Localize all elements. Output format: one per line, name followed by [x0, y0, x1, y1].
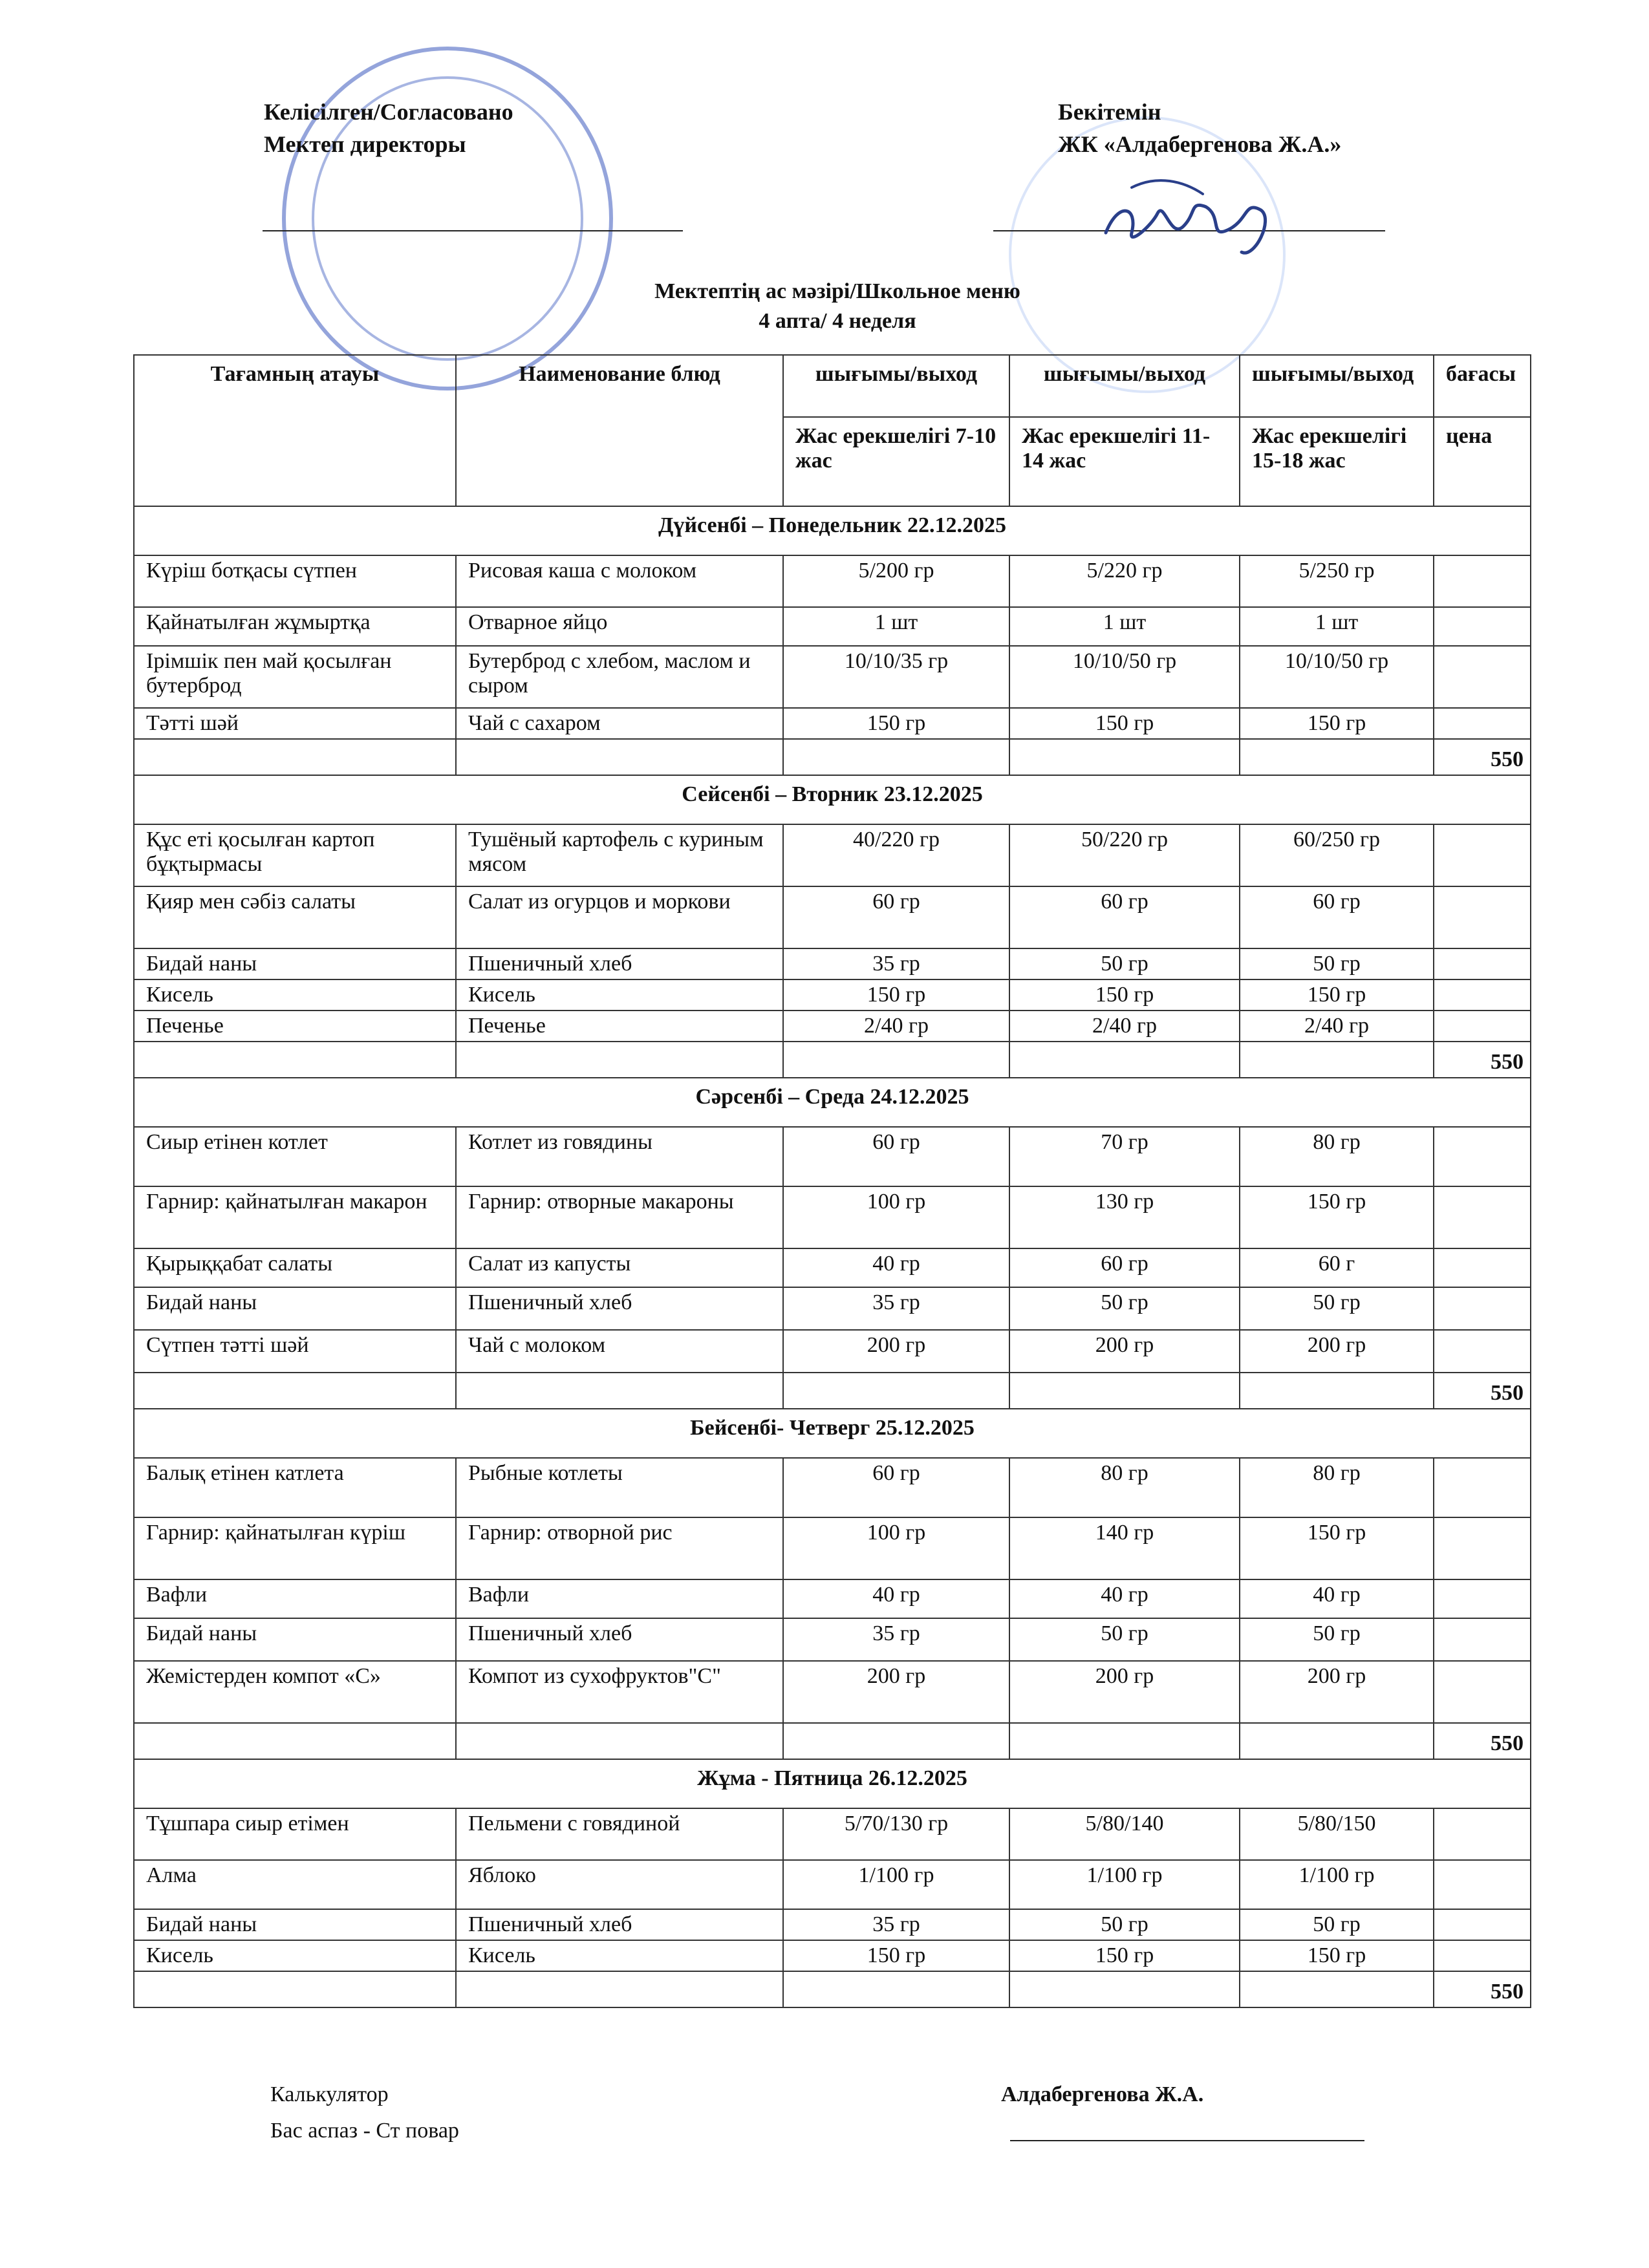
header-dish-ru: Наименование блюд — [456, 355, 783, 506]
cell-dish-kz: Кисель — [134, 1940, 456, 1971]
day-price: 550 — [1434, 1971, 1531, 2007]
cell-yield-11-14: 40 гр — [1009, 1579, 1240, 1618]
cell-yield-7-10: 2/40 гр — [783, 1011, 1009, 1042]
cell-dish-ru: Отварное яйцо — [456, 607, 783, 646]
table-row — [134, 1186, 1531, 1248]
cell-yield-15-18: 50 гр — [1240, 948, 1434, 979]
cell-yield-7-10: 5/70/130 гр — [783, 1808, 1009, 1860]
cell-dish-ru: Яблоко — [456, 1860, 783, 1909]
cell-dish-ru: Чай с молоком — [456, 1330, 783, 1373]
cell-price-empty — [1434, 979, 1531, 1011]
cell-yield-7-10: 150 гр — [783, 1940, 1009, 1971]
table-row — [134, 1330, 1531, 1373]
cell-yield-7-10: 100 гр — [783, 1186, 1009, 1248]
cell-yield-11-14: 80 гр — [1009, 1458, 1240, 1517]
cell-yield-11-14: 60 гр — [1009, 886, 1240, 948]
cell-dish-kz: Кисель — [134, 979, 456, 1011]
day-title: Бейсенбі- Четверг 25.12.2025 — [134, 1409, 1531, 1458]
cell-yield-15-18: 80 гр — [1240, 1458, 1434, 1517]
table-row — [134, 979, 1531, 1011]
cell-dish-ru: Гарнир: отворные макароны — [456, 1186, 783, 1248]
subheader-price-ru: цена — [1434, 417, 1531, 506]
cell-yield-15-18: 50 гр — [1240, 1909, 1434, 1940]
day-title: Дүйсенбі – Понедельник 22.12.2025 — [134, 506, 1531, 555]
table-row — [134, 824, 1531, 886]
cell-dish-kz: Күріш ботқасы сүтпен — [134, 555, 456, 607]
cell-dish-ru: Рыбные котлеты — [456, 1458, 783, 1517]
cell-yield-11-14: 5/220 гр — [1009, 555, 1240, 607]
cell-yield-7-10: 150 гр — [783, 708, 1009, 739]
table-row — [134, 1860, 1531, 1909]
table-row — [134, 1248, 1531, 1287]
table-row — [134, 607, 1531, 646]
price-row-empty-cell — [456, 739, 783, 775]
cell-yield-7-10: 40/220 гр — [783, 824, 1009, 886]
cell-dish-kz: Печенье — [134, 1011, 456, 1042]
price-row-empty-cell — [134, 1971, 456, 2007]
calculator-name: Алдабергенова Ж.А. — [1001, 2082, 1204, 2106]
cell-yield-15-18: 1/100 гр — [1240, 1860, 1434, 1909]
price-row-empty-cell — [783, 739, 1009, 775]
cell-yield-11-14: 1/100 гр — [1009, 1860, 1240, 1909]
cell-yield-7-10: 5/200 гр — [783, 555, 1009, 607]
cell-price-empty — [1434, 1287, 1531, 1330]
cell-yield-7-10: 40 гр — [783, 1579, 1009, 1618]
cell-dish-kz: Ірімшік пен май қосылған бутерброд — [134, 646, 456, 708]
cell-yield-15-18: 1 шт — [1240, 607, 1434, 646]
price-row-empty-cell — [1009, 1042, 1240, 1078]
day-row — [134, 775, 1531, 824]
cell-yield-11-14: 50 гр — [1009, 1618, 1240, 1661]
cell-dish-kz: Бидай наны — [134, 948, 456, 979]
day-price: 550 — [1434, 1042, 1531, 1078]
price-row-empty-cell — [783, 1373, 1009, 1409]
cell-dish-ru: Рисовая каша с молоком — [456, 555, 783, 607]
cell-price-empty — [1434, 1517, 1531, 1579]
day-row — [134, 1409, 1531, 1458]
approved-label: Бекітемін — [1058, 99, 1161, 125]
cell-dish-kz: Сүтпен тәтті шәй — [134, 1330, 456, 1373]
cell-yield-15-18: 2/40 гр — [1240, 1011, 1434, 1042]
cell-dish-ru: Компот из сухофруктов"С" — [456, 1661, 783, 1723]
cell-price-empty — [1434, 1909, 1531, 1940]
cell-yield-11-14: 150 гр — [1009, 1940, 1240, 1971]
cell-yield-11-14: 70 гр — [1009, 1127, 1240, 1186]
cell-yield-15-18: 40 гр — [1240, 1579, 1434, 1618]
price-row — [134, 739, 1531, 775]
cell-yield-15-18: 150 гр — [1240, 1517, 1434, 1579]
cell-yield-7-10: 35 гр — [783, 1618, 1009, 1661]
cell-dish-kz: Балық етінен катлета — [134, 1458, 456, 1517]
cell-yield-15-18: 5/80/150 — [1240, 1808, 1434, 1860]
price-row-empty-cell — [1009, 1971, 1240, 2007]
director-label: Мектеп директоры — [264, 131, 466, 157]
cell-yield-7-10: 100 гр — [783, 1517, 1009, 1579]
cell-yield-11-14: 150 гр — [1009, 979, 1240, 1011]
cell-price-empty — [1434, 646, 1531, 708]
day-row — [134, 506, 1531, 555]
cell-yield-11-14: 60 гр — [1009, 1248, 1240, 1287]
cell-yield-7-10: 150 гр — [783, 979, 1009, 1011]
cell-price-empty — [1434, 555, 1531, 607]
table-row — [134, 1909, 1531, 1940]
cell-dish-ru: Вафли — [456, 1579, 783, 1618]
price-row-empty-cell — [1009, 1373, 1240, 1409]
cell-dish-ru: Пшеничный хлеб — [456, 1618, 783, 1661]
table-row — [134, 948, 1531, 979]
cell-dish-ru: Печенье — [456, 1011, 783, 1042]
day-price: 550 — [1434, 1723, 1531, 1759]
cell-dish-ru: Кисель — [456, 1940, 783, 1971]
cell-dish-kz: Гарнир: қайнатылған күріш — [134, 1517, 456, 1579]
day-price: 550 — [1434, 1373, 1531, 1409]
table-row — [134, 1808, 1531, 1860]
cell-price-empty — [1434, 1860, 1531, 1909]
cell-dish-ru: Пшеничный хлеб — [456, 1909, 783, 1940]
cell-yield-11-14: 5/80/140 — [1009, 1808, 1240, 1860]
table-row — [134, 646, 1531, 708]
cell-yield-15-18: 60/250 гр — [1240, 824, 1434, 886]
cell-yield-11-14: 50 гр — [1009, 1909, 1240, 1940]
cell-yield-7-10: 35 гр — [783, 1909, 1009, 1940]
handwritten-signature — [1093, 162, 1287, 265]
cell-yield-15-18: 150 гр — [1240, 1940, 1434, 1971]
price-row-empty-cell — [456, 1723, 783, 1759]
cell-price-empty — [1434, 1458, 1531, 1517]
cell-yield-11-14: 150 гр — [1009, 708, 1240, 739]
document-title — [0, 277, 1649, 336]
cell-yield-11-14: 140 гр — [1009, 1517, 1240, 1579]
cell-price-empty — [1434, 1186, 1531, 1248]
cell-yield-11-14: 200 гр — [1009, 1661, 1240, 1723]
price-row-empty-cell — [1240, 1971, 1434, 2007]
cell-yield-11-14: 130 гр — [1009, 1186, 1240, 1248]
price-row-empty-cell — [1240, 1723, 1434, 1759]
cell-dish-kz: Қияр мен сәбіз салаты — [134, 886, 456, 948]
cell-dish-kz: Құс еті қосылған картоп бұқтырмасы — [134, 824, 456, 886]
cell-price-empty — [1434, 1661, 1531, 1723]
subheader-age-15-18: Жас ерекшелігі 15-18 жас — [1240, 417, 1434, 506]
cell-price-empty — [1434, 886, 1531, 948]
header-yield-1: шығымы/выход — [783, 355, 1009, 417]
cell-dish-kz: Вафли — [134, 1579, 456, 1618]
cell-yield-15-18: 5/250 гр — [1240, 555, 1434, 607]
price-row-empty-cell — [456, 1042, 783, 1078]
chef-signature-line — [1010, 2140, 1364, 2141]
table-row — [134, 1579, 1531, 1618]
cell-dish-kz: Тұшпара сиыр етімен — [134, 1808, 456, 1860]
table-row — [134, 1287, 1531, 1330]
agreed-label: Келісілген/Согласовано — [264, 99, 513, 125]
price-row-empty-cell — [1240, 1042, 1434, 1078]
cell-yield-7-10: 60 гр — [783, 886, 1009, 948]
cell-yield-15-18: 10/10/50 гр — [1240, 646, 1434, 708]
day-row — [134, 1759, 1531, 1808]
header-dish-kz: Тағамның атауы — [134, 355, 456, 506]
table-row — [134, 708, 1531, 739]
cell-dish-ru: Пшеничный хлеб — [456, 1287, 783, 1330]
cell-dish-ru: Тушёный картофель с куриным мясом — [456, 824, 783, 886]
price-row — [134, 1373, 1531, 1409]
price-row-empty-cell — [783, 1042, 1009, 1078]
cell-dish-kz: Тәтті шәй — [134, 708, 456, 739]
price-row-empty-cell — [134, 1373, 456, 1409]
cell-yield-15-18: 150 гр — [1240, 979, 1434, 1011]
cell-yield-11-14: 2/40 гр — [1009, 1011, 1240, 1042]
day-row — [134, 1078, 1531, 1127]
cell-yield-7-10: 35 гр — [783, 948, 1009, 979]
cell-yield-11-14: 1 шт — [1009, 607, 1240, 646]
cell-price-empty — [1434, 1330, 1531, 1373]
price-row-empty-cell — [456, 1373, 783, 1409]
cell-yield-15-18: 80 гр — [1240, 1127, 1434, 1186]
table-row — [134, 555, 1531, 607]
table-row — [134, 1618, 1531, 1661]
price-row-empty-cell — [134, 1723, 456, 1759]
cell-price-empty — [1434, 1940, 1531, 1971]
table-row — [134, 1458, 1531, 1517]
price-row-empty-cell — [456, 1971, 783, 2007]
price-row — [134, 1042, 1531, 1078]
cell-dish-ru: Салат из капусты — [456, 1248, 783, 1287]
cell-price-empty — [1434, 1248, 1531, 1287]
cell-price-empty — [1434, 1579, 1531, 1618]
cell-dish-ru: Пшеничный хлеб — [456, 948, 783, 979]
cell-yield-11-14: 50 гр — [1009, 1287, 1240, 1330]
cell-dish-ru: Гарнир: отворной рис — [456, 1517, 783, 1579]
calculator-label: Калькулятор — [270, 2082, 389, 2106]
price-row — [134, 1723, 1531, 1759]
cell-price-empty — [1434, 607, 1531, 646]
cell-yield-15-18: 150 гр — [1240, 1186, 1434, 1248]
cell-dish-ru: Салат из огурцов и моркови — [456, 886, 783, 948]
cell-price-empty — [1434, 1808, 1531, 1860]
cell-dish-kz: Алма — [134, 1860, 456, 1909]
cell-yield-7-10: 40 гр — [783, 1248, 1009, 1287]
price-row-empty-cell — [783, 1723, 1009, 1759]
cell-dish-ru: Пельмени с говядиной — [456, 1808, 783, 1860]
title-line-2: 4 апта/ 4 неделя — [759, 309, 916, 333]
cell-yield-7-10: 1/100 гр — [783, 1860, 1009, 1909]
table-row — [134, 1517, 1531, 1579]
day-price: 550 — [1434, 739, 1531, 775]
approval-left — [264, 96, 513, 160]
cell-dish-kz: Қайнатылған жұмыртқа — [134, 607, 456, 646]
day-title: Жұма - Пятница 26.12.2025 — [134, 1759, 1531, 1808]
footer-left — [270, 2077, 459, 2149]
price-row-empty-cell — [134, 739, 456, 775]
cell-dish-kz: Бидай наны — [134, 1909, 456, 1940]
cell-dish-kz: Сиыр етінен котлет — [134, 1127, 456, 1186]
cell-yield-7-10: 60 гр — [783, 1127, 1009, 1186]
price-row-empty-cell — [1240, 1373, 1434, 1409]
header-price-kz: бағасы — [1434, 355, 1531, 417]
cell-dish-ru: Кисель — [456, 979, 783, 1011]
cell-yield-11-14: 50 гр — [1009, 948, 1240, 979]
price-row-empty-cell — [1009, 739, 1240, 775]
cell-yield-15-18: 200 гр — [1240, 1330, 1434, 1373]
cell-dish-kz: Қырыққабат салаты — [134, 1248, 456, 1287]
header-row — [134, 355, 1531, 417]
cell-yield-15-18: 60 гр — [1240, 886, 1434, 948]
price-row-empty-cell — [134, 1042, 456, 1078]
cell-dish-kz: Жемістерден компот «С» — [134, 1661, 456, 1723]
day-title: Сейсенбі – Вторник 23.12.2025 — [134, 775, 1531, 824]
table-row — [134, 1011, 1531, 1042]
cell-yield-11-14: 50/220 гр — [1009, 824, 1240, 886]
table-row — [134, 886, 1531, 948]
cell-yield-7-10: 35 гр — [783, 1287, 1009, 1330]
cell-yield-7-10: 200 гр — [783, 1661, 1009, 1723]
footer-right — [1001, 2077, 1203, 2113]
cell-yield-7-10: 200 гр — [783, 1330, 1009, 1373]
cell-dish-kz: Бидай наны — [134, 1287, 456, 1330]
approval-right — [1058, 96, 1341, 160]
cell-yield-15-18: 50 гр — [1240, 1618, 1434, 1661]
cell-yield-15-18: 50 гр — [1240, 1287, 1434, 1330]
cell-yield-15-18: 60 г — [1240, 1248, 1434, 1287]
table-row — [134, 1661, 1531, 1723]
cell-dish-kz: Бидай наны — [134, 1618, 456, 1661]
entrepreneur-label: ЖК «Алдабергенова Ж.А.» — [1058, 131, 1342, 157]
cell-yield-11-14: 200 гр — [1009, 1330, 1240, 1373]
title-line-1: Мектептің ас мәзірі/Школьное меню — [654, 279, 1020, 303]
cell-dish-ru: Бутерброд с хлебом, маслом и сыром — [456, 646, 783, 708]
cell-price-empty — [1434, 1011, 1531, 1042]
menu-table — [133, 354, 1531, 2008]
subheader-age-11-14: Жас ерекшелігі 11-14 жас — [1009, 417, 1240, 506]
day-title: Сәрсенбі – Среда 24.12.2025 — [134, 1078, 1531, 1127]
cell-price-empty — [1434, 948, 1531, 979]
price-row-empty-cell — [1240, 739, 1434, 775]
cell-price-empty — [1434, 708, 1531, 739]
cell-price-empty — [1434, 1127, 1531, 1186]
price-row — [134, 1971, 1531, 2007]
chef-label: Бас аспаз - Ст повар — [270, 2119, 459, 2143]
cell-dish-ru: Котлет из говядины — [456, 1127, 783, 1186]
cell-yield-15-18: 150 гр — [1240, 708, 1434, 739]
cell-yield-7-10: 10/10/35 гр — [783, 646, 1009, 708]
cell-price-empty — [1434, 824, 1531, 886]
cell-yield-7-10: 1 шт — [783, 607, 1009, 646]
cell-yield-11-14: 10/10/50 гр — [1009, 646, 1240, 708]
cell-yield-15-18: 200 гр — [1240, 1661, 1434, 1723]
cell-yield-7-10: 60 гр — [783, 1458, 1009, 1517]
cell-price-empty — [1434, 1618, 1531, 1661]
cell-dish-kz: Гарнир: қайнатылған макарон — [134, 1186, 456, 1248]
table-row — [134, 1127, 1531, 1186]
director-signature-line — [263, 230, 683, 231]
price-row-empty-cell — [1009, 1723, 1240, 1759]
table-row — [134, 1940, 1531, 1971]
price-row-empty-cell — [783, 1971, 1009, 2007]
subheader-age-7-10: Жас ерекшелігі 7-10 жас — [783, 417, 1009, 506]
header-yield-3: шығымы/выход — [1240, 355, 1434, 417]
header-yield-2: шығымы/выход — [1009, 355, 1240, 417]
cell-dish-ru: Чай с сахаром — [456, 708, 783, 739]
